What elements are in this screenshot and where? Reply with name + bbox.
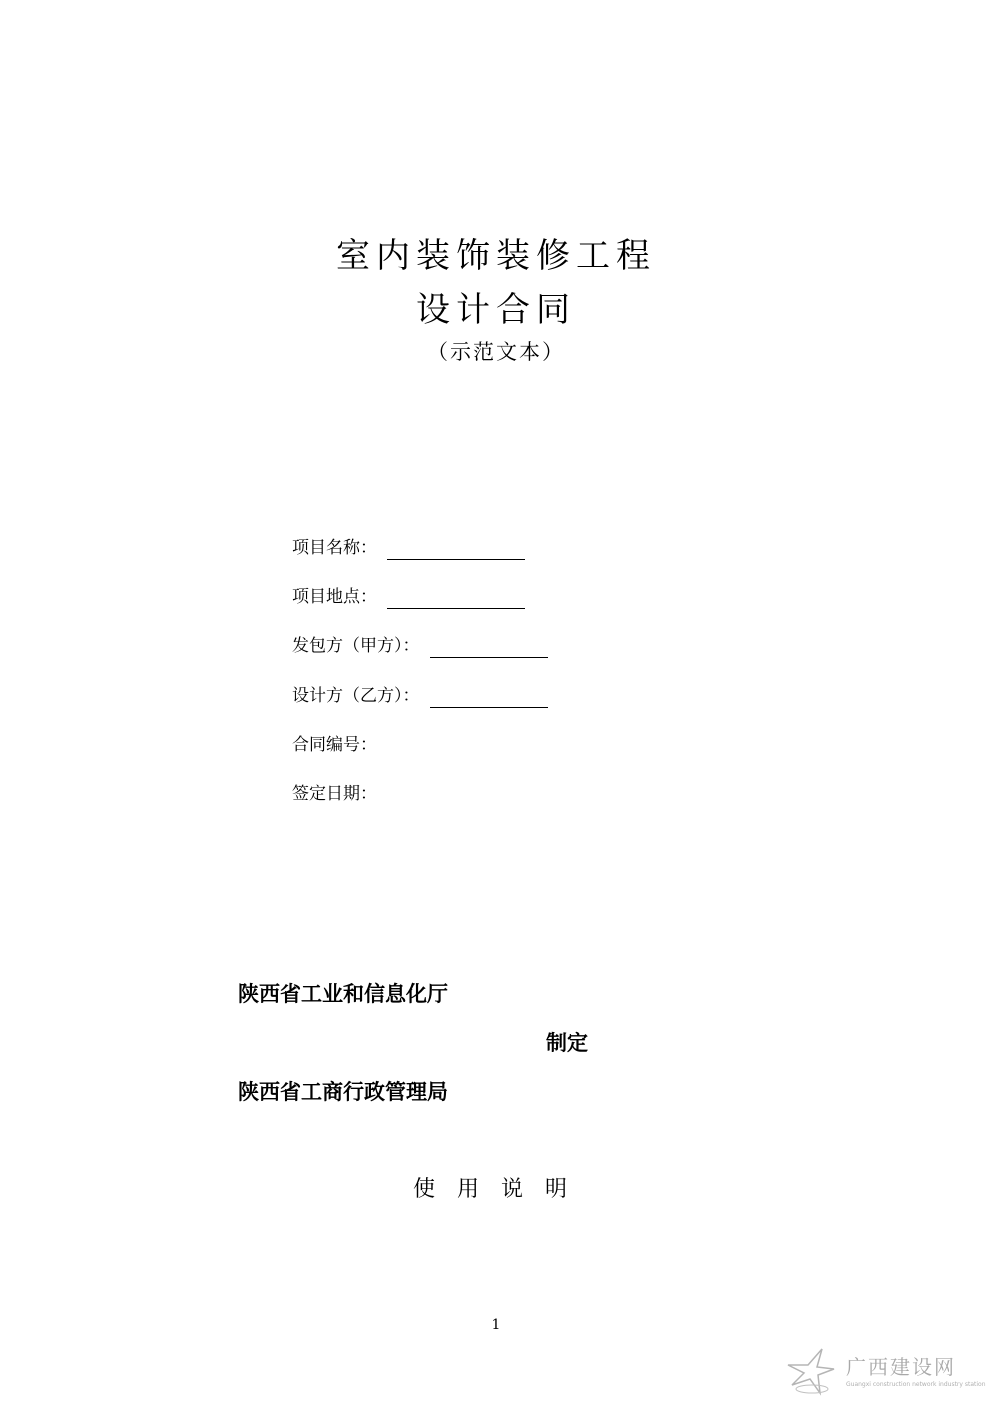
- issuer-made: 制定: [546, 1031, 588, 1055]
- field-contract-number: [292, 733, 377, 757]
- watermark: [784, 1345, 984, 1397]
- fill-in-line: [387, 541, 525, 560]
- fill-in-line: [430, 689, 548, 708]
- field-project-name: [292, 536, 525, 560]
- page-number: 1: [491, 1317, 501, 1333]
- field-label: 签定日期：: [292, 784, 377, 804]
- field-project-location: [292, 585, 525, 609]
- watermark-tagline: Guangxi construction network industry station: [846, 1381, 986, 1388]
- fill-in-line: [430, 639, 548, 658]
- field-label: 合同编号：: [292, 735, 377, 755]
- fill-in-line: [387, 590, 525, 609]
- contract-title-line2: 设计合同: [416, 290, 576, 330]
- field-label: 项目名称：: [292, 538, 377, 558]
- field-label: 发包方（甲方）：: [292, 636, 420, 656]
- field-party-b: [292, 684, 548, 708]
- usage-heading: 使用说明: [412, 1177, 589, 1202]
- field-label: 项目地点：: [292, 587, 377, 607]
- issuer-org2: 陕西省工商行政管理局: [238, 1080, 448, 1104]
- contract-title-line1: 室内装饰装修工程: [336, 236, 656, 276]
- star-logo-icon: [784, 1345, 844, 1397]
- field-sign-date: [292, 782, 377, 806]
- field-party-a: [292, 634, 548, 658]
- contract-subtitle: （示范文本）: [427, 340, 565, 364]
- watermark-name: 广西建设网: [846, 1355, 956, 1379]
- issuer-org1: 陕西省工业和信息化厅: [238, 982, 448, 1006]
- field-label: 设计方（乙方）：: [292, 686, 420, 706]
